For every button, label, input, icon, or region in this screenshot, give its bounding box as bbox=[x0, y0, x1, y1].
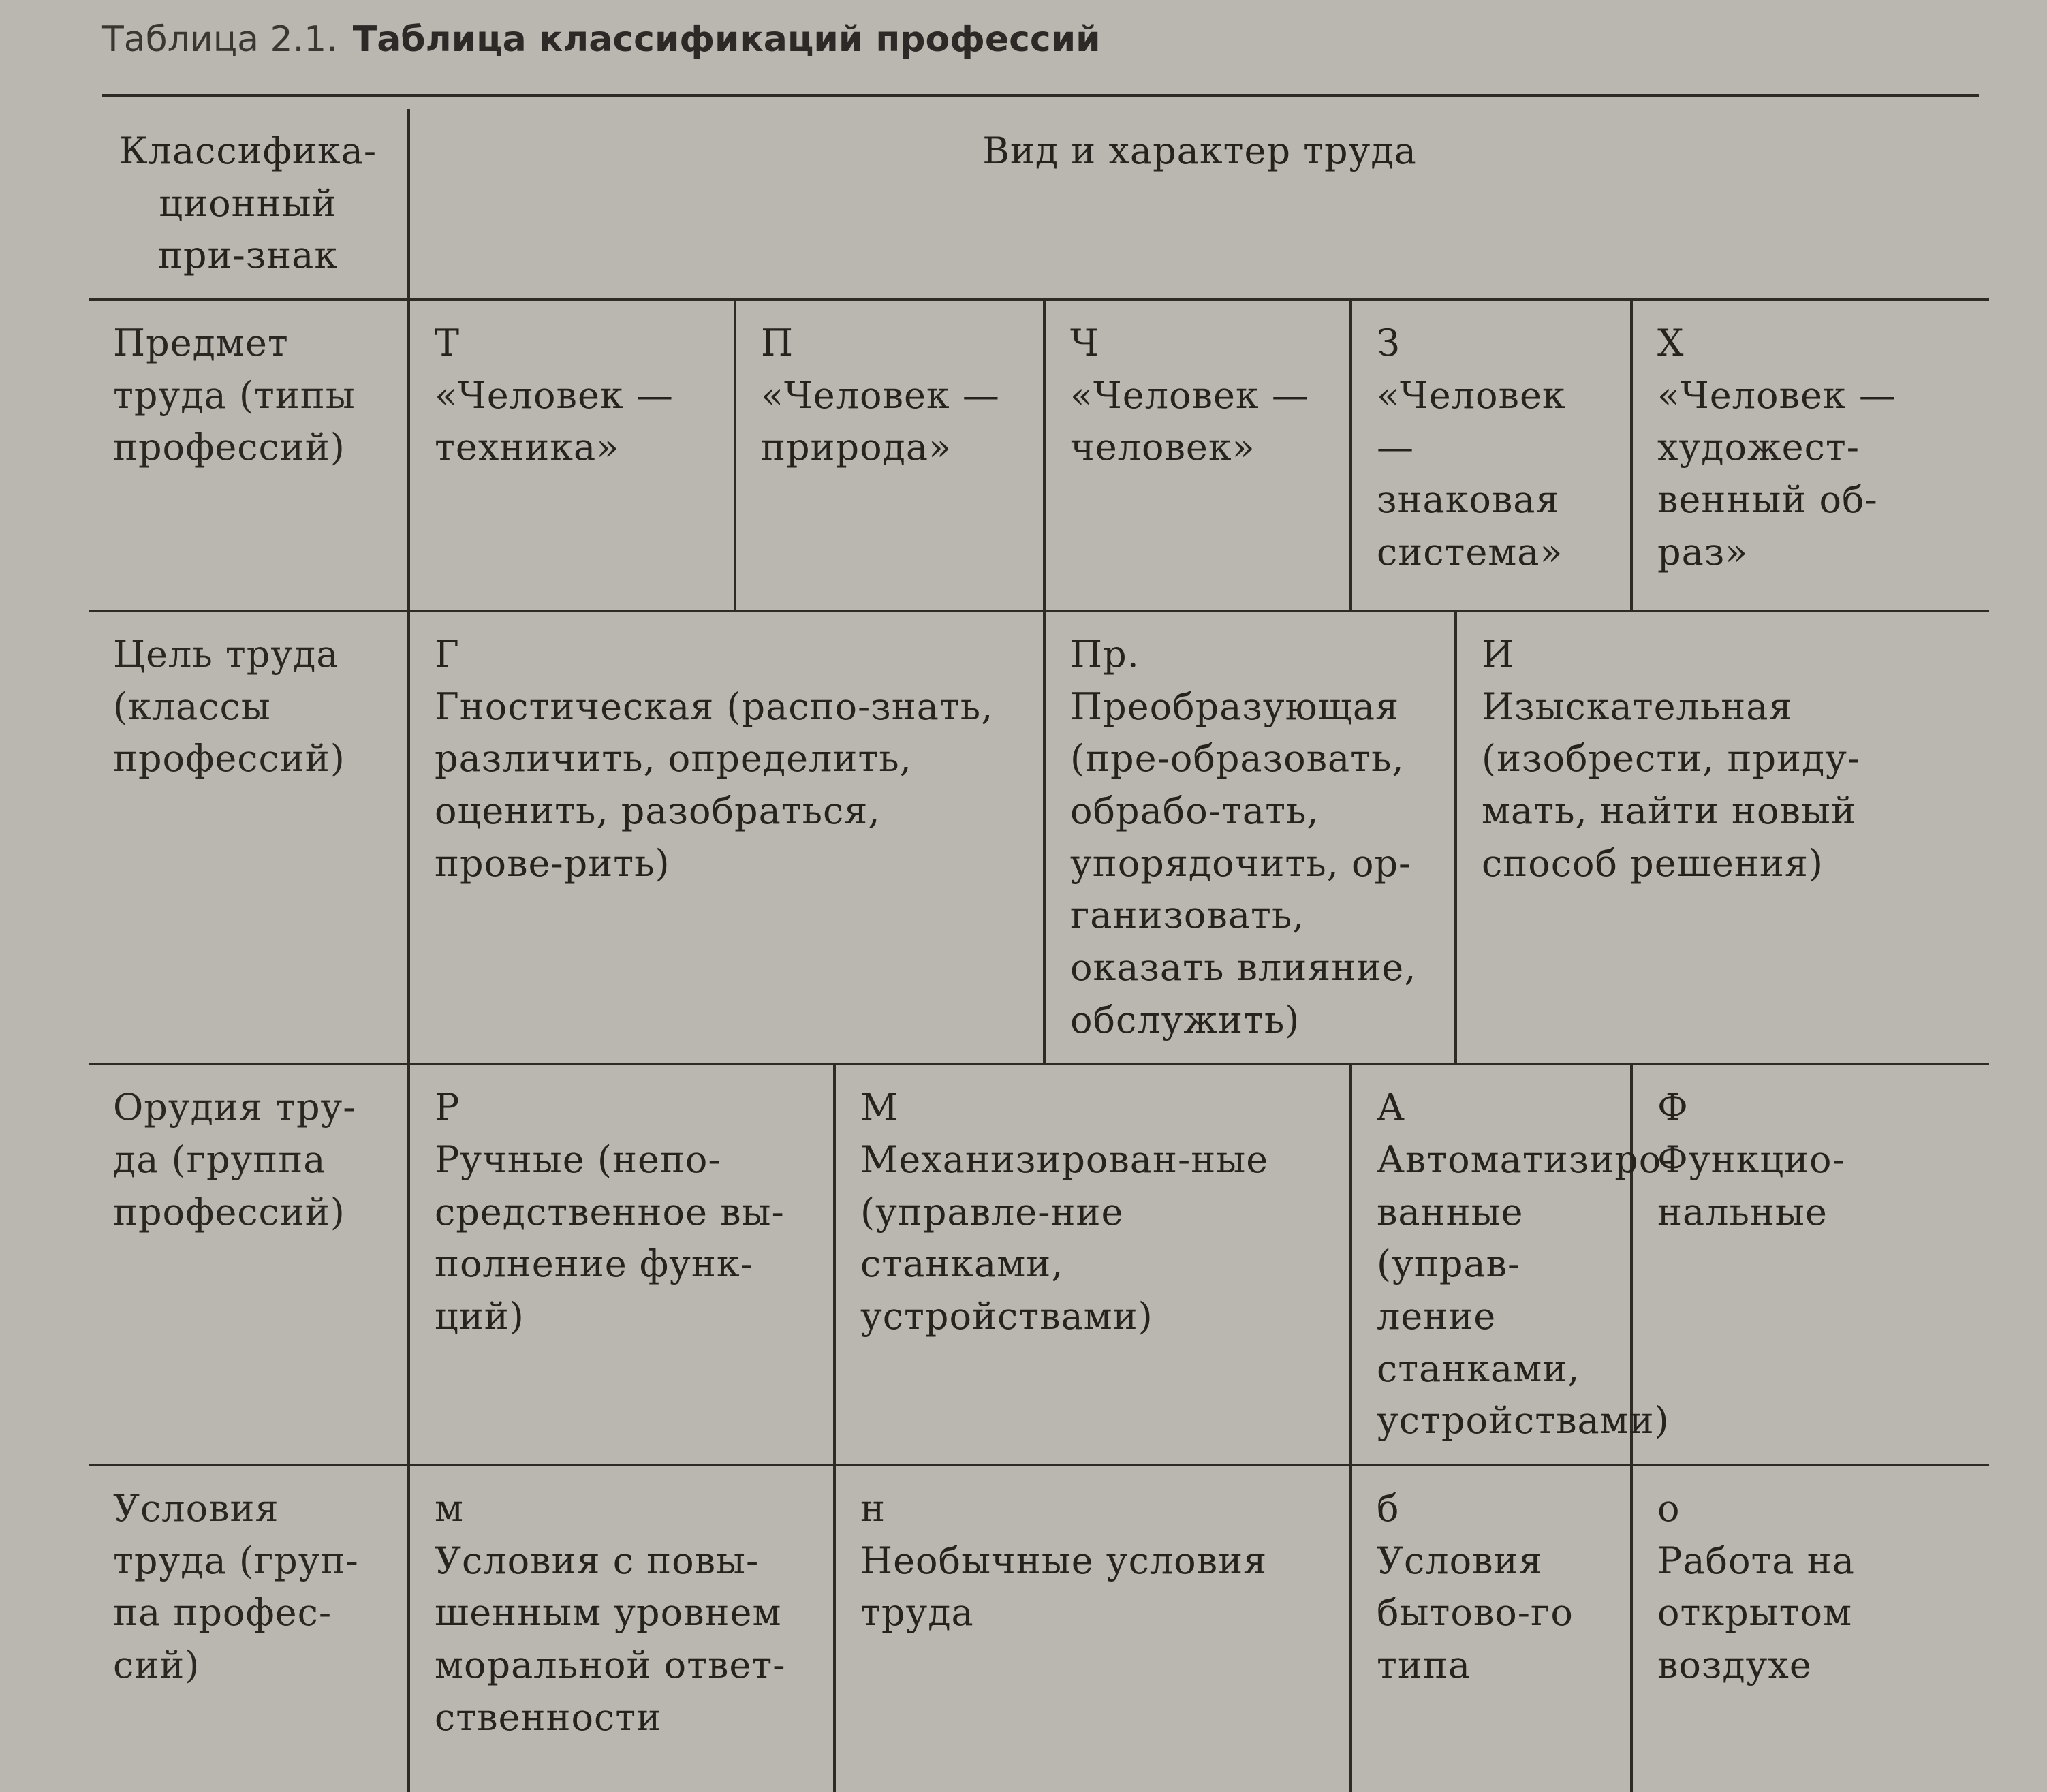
header-criterion: Классифика-ционный при-знак bbox=[119, 129, 377, 277]
cell-text: Ручные (непо-средственное вы-полнение функ-ций) bbox=[435, 1138, 785, 1338]
cell-m-small bbox=[409, 1465, 834, 1792]
cell-code: З bbox=[1377, 321, 1401, 365]
cell-m bbox=[834, 1064, 1351, 1465]
cell-text: Условия с повы-шенным уровнем моральной ответ-ственности bbox=[435, 1539, 786, 1739]
cell-code: м bbox=[435, 1487, 465, 1530]
cell-g bbox=[409, 611, 1044, 1064]
cell-code: Р bbox=[435, 1086, 460, 1129]
cell-z bbox=[1351, 300, 1631, 611]
cell-code: М bbox=[860, 1086, 899, 1129]
cell-ch bbox=[1044, 300, 1351, 611]
cell-text: «Человек — природа» bbox=[761, 373, 1000, 469]
cell-text: Механизирован-ные (управле-ние станками, устройствами) bbox=[860, 1138, 1269, 1338]
cell-text: «Человек — знаковая система» bbox=[1377, 373, 1566, 573]
cell-pr bbox=[1044, 611, 1456, 1064]
cell-code: И bbox=[1482, 633, 1515, 676]
cell-code: Пр. bbox=[1070, 633, 1140, 676]
cell-r bbox=[409, 1064, 834, 1465]
cell-code: б bbox=[1377, 1487, 1400, 1530]
criterion-subject: Предмет труда (типы профессий) bbox=[89, 300, 409, 611]
cell-text: Гностическая (распо-знать, различить, определить, оценить, разобраться, прове-рить) bbox=[435, 685, 994, 885]
cell-code: о bbox=[1657, 1487, 1681, 1530]
cell-text: «Человек — художест-венный об-раз» bbox=[1657, 373, 1896, 573]
cell-code: Ч bbox=[1070, 321, 1099, 365]
cell-text: Условия бытово-го типа bbox=[1377, 1539, 1574, 1687]
cell-text: Работа на открытом воздухе bbox=[1657, 1539, 1855, 1687]
caption-rule bbox=[102, 94, 1979, 97]
cell-t bbox=[409, 300, 735, 611]
cell-h bbox=[1631, 300, 1989, 611]
cell-code: Ф bbox=[1657, 1086, 1689, 1129]
cell-code: Т bbox=[435, 321, 460, 365]
cell-b bbox=[1351, 1465, 1631, 1792]
criterion-tools: Орудия тру-да (группа профессий) bbox=[89, 1064, 409, 1465]
cell-code: Г bbox=[435, 633, 460, 676]
cell-code: А bbox=[1377, 1086, 1405, 1129]
cell-code: П bbox=[761, 321, 794, 365]
cell-text: «Человек — человек» bbox=[1070, 373, 1309, 469]
cell-text: Необычные условия труда bbox=[860, 1539, 1268, 1635]
table-title: Таблица классификаций профессий bbox=[352, 19, 1101, 60]
cell-n bbox=[834, 1465, 1351, 1792]
row-goal bbox=[89, 611, 1989, 1064]
cell-text: Изыскательная (изобрести, приду-мать, найти новый способ решения) bbox=[1482, 685, 1861, 885]
cell-a bbox=[1351, 1064, 1675, 1465]
table-caption bbox=[102, 19, 1101, 60]
cell-code: Х bbox=[1657, 321, 1685, 365]
cell-code: н bbox=[860, 1487, 886, 1530]
criterion-goal: Цель труда (классы профессий) bbox=[89, 611, 409, 1064]
cell-f bbox=[1631, 1064, 1989, 1465]
cell-o bbox=[1631, 1465, 1989, 1792]
row-conditions bbox=[89, 1465, 1989, 1792]
criterion-conditions: Условия труда (груп-па профес-сий) bbox=[89, 1465, 409, 1792]
cell-text: Функцио-нальные bbox=[1657, 1138, 1845, 1233]
classification-table bbox=[89, 109, 1989, 1792]
row-tools bbox=[89, 1064, 1989, 1465]
row-subject bbox=[89, 300, 1989, 611]
cell-p bbox=[735, 300, 1044, 611]
cell-i bbox=[1456, 611, 1989, 1064]
header-row bbox=[89, 109, 1989, 300]
cell-text: Преобразующая (пре-образовать, обрабо-тать, упорядочить, ор-ганизовать, оказать влияние, обслужить) bbox=[1070, 685, 1417, 1041]
cell-text: «Человек — техника» bbox=[435, 373, 674, 469]
cell-text: Автоматизиро-ванные (управ-ление станками, устройствами) bbox=[1377, 1138, 1675, 1443]
table-number: Таблица 2.1. bbox=[102, 19, 338, 60]
header-kind: Вид и характер труда bbox=[409, 109, 1989, 300]
